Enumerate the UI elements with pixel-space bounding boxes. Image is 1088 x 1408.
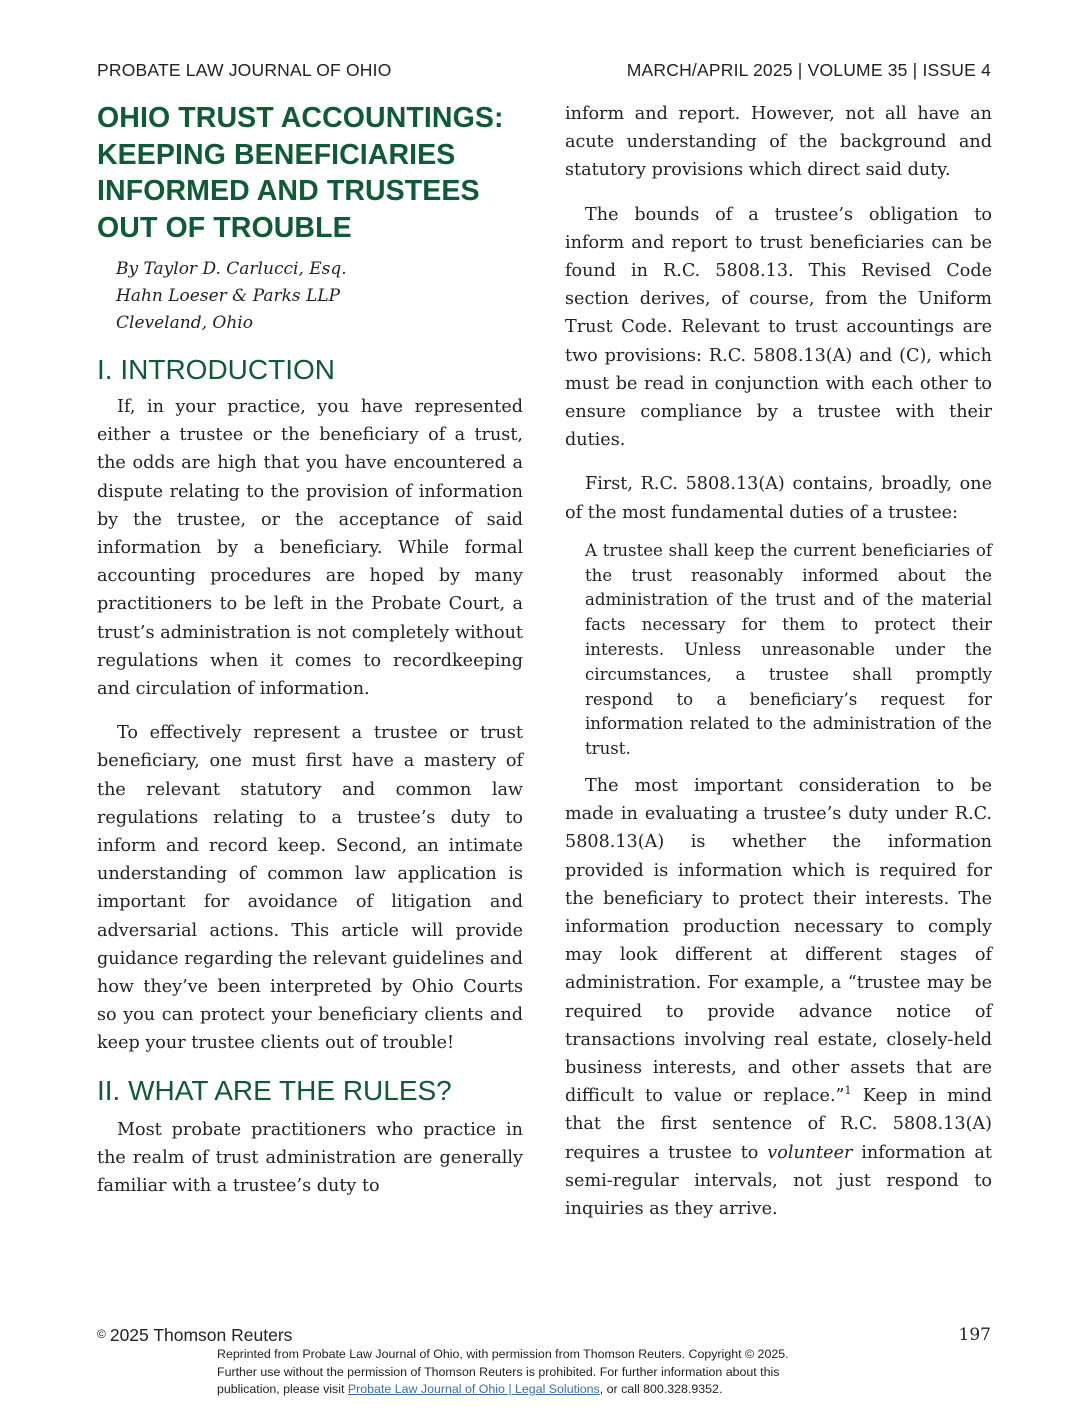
copyright-text: 2025 Thomson Reuters: [109, 1325, 293, 1345]
paragraph: Most probate practitioners who practice in the realm of trust administration are generally familiar with a trustee’s duty to: [97, 1119, 523, 1197]
author-name: By Taylor D. Carlucci, Esq.: [116, 259, 347, 279]
paragraph: To effectively represent a trustee or trust beneficiary, one must first have a mastery of the relevant statutory and common law regulations relating to a trustee’s duty to inform and record keep. Second, an intimate understanding of common law application is important for avoidance of litigation and adversarial actions. This article will provide guidance regarding the relevant guidelines and how they’ve been interpreted by Ohio Courts so you can protect your beneficiary clients and keep your trustee clients out of trouble!: [97, 723, 523, 1054]
byline: [116, 256, 523, 337]
paragraph: The bounds of a trustee’s obligation to inform and report to trust beneficiaries can be found in R.C. 5808.13. This Revised Code section derives, of course, from the Uniform Trust Code. Relevant to trust accountings are two provisions: R.C. 5808.13(A) and (C), which must be read in conjunction with each other to ensure compliance by a trustee with their duties.: [565, 204, 992, 451]
copyright-notice: [97, 1325, 292, 1346]
section-heading-introduction: I. INTRODUCTION: [97, 354, 335, 385]
page-number: 197: [958, 1325, 991, 1345]
right-column: [565, 100, 992, 1223]
copyright-symbol: ©: [97, 1327, 106, 1341]
issue-info: MARCH/APRIL 2025 | VOLUME 35 | ISSUE 4: [626, 60, 991, 80]
paragraph-text: The most important consideration to be made in evaluating a trustee’s duty under R.C. 5808.13(A) is whether the information provided is information which is required for the beneficiary to protect their interests. The information production necessary to comply may look different at different stages of administration. For example, a “trustee may be required to provide advance notice of transactions involving real estate, closely-held business interests, and other assets that are difficult to value or replace.”: [565, 776, 992, 1107]
paragraph-text: Keep in mind that the first sentence of R.C. 5808.13(A) requires a trustee to: [565, 1086, 992, 1163]
reprint-line: Reprinted from Probate Law Journal of Ohio, with permission from Thomson Reuters. Copyright © 2025.: [217, 1347, 789, 1361]
paragraph: [565, 772, 992, 1223]
paragraph-continuation: inform and report. However, not all have an acute understanding of the background and statutory provisions which direct said duty.: [565, 104, 992, 181]
block-quote: A trustee shall keep the current beneficiaries of the trust reasonably informed about the administration of the trust and of the material facts necessary for them to protect their interests. Unless unreasonable under the circumstances, a trustee shall promptly respond to a beneficiary’s request for information related to the administration of the trust.: [585, 540, 992, 759]
reprint-line: [217, 1381, 867, 1399]
paragraph-text: information at semi-regular intervals, not just respond to inquiries as they arrive.: [565, 1142, 992, 1220]
reprint-line: Further use without the permission of Thomson Reuters is prohibited. For further information about this: [217, 1364, 780, 1379]
author-firm: Hahn Loeser & Parks LLP: [116, 286, 341, 306]
reprint-text: , or call 800.328.9352.: [599, 1382, 723, 1396]
section-heading-rules: II. WHAT ARE THE RULES?: [97, 1074, 452, 1106]
journal-name: PROBATE LAW JOURNAL OF OHIO: [97, 60, 392, 80]
publication-link[interactable]: Probate Law Journal of Ohio | Legal Solutions: [347, 1382, 600, 1396]
author-city: Cleveland, Ohio: [116, 313, 253, 333]
reprint-notice: [217, 1346, 867, 1399]
paragraph: If, in your practice, you have represented either a trustee or the beneficiary of a trust, the odds are high that you have encountered a dispute relating to the provision of information by the trustee, or the acceptance of said information by a beneficiary. While formal accounting procedures are hoped by many practitioners to be left in the Probate Court, a trust’s administration is not completely without regulations when it comes to recordkeeping and circulation of information.: [97, 397, 523, 700]
paragraph: First, R.C. 5808.13(A) contains, broadly, one of the most fundamental duties of a trustee:: [565, 474, 992, 523]
reprint-text: publication, please visit: [217, 1382, 348, 1396]
running-header: [97, 60, 991, 81]
emphasis: volunteer: [767, 1142, 853, 1163]
left-column: [97, 100, 523, 1200]
article-title: OHIO TRUST ACCOUNTINGS: KEEPING BENEFICIARIES INFORMED AND TRUSTEES OUT OF TROUBLE: [97, 102, 504, 244]
footnote-ref[interactable]: 1: [844, 1084, 852, 1098]
